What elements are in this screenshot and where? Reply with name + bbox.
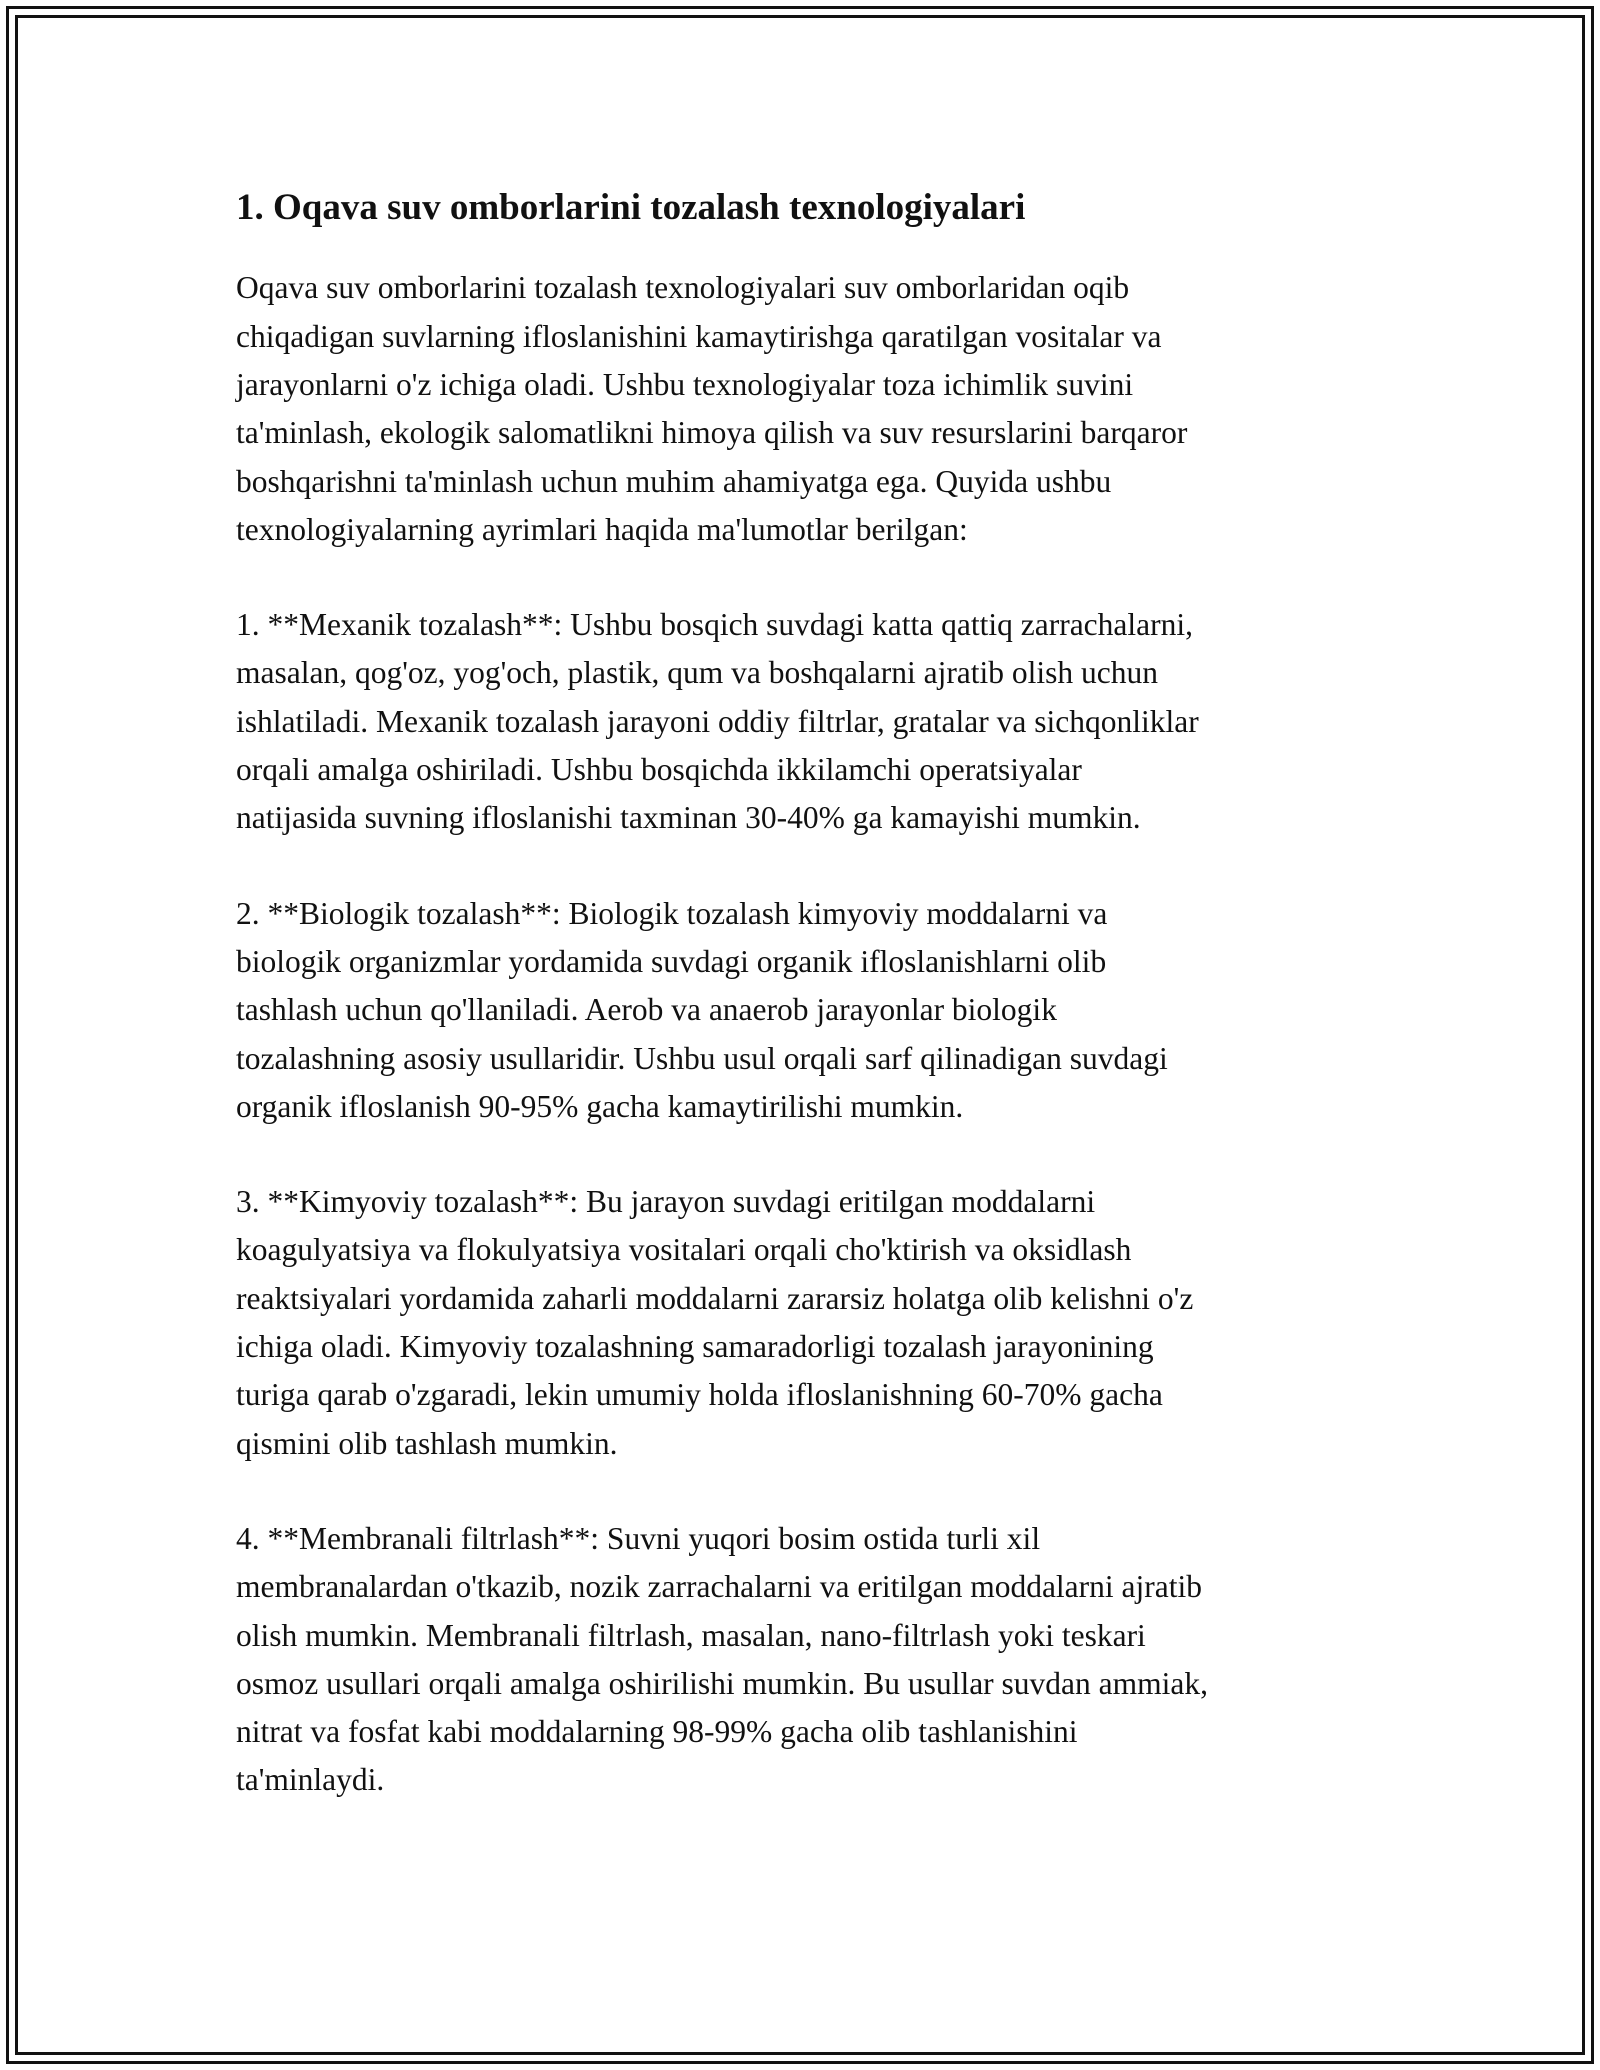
page-title: 1. Oqava suv omborlarini tozalash texnologiyalari bbox=[236, 187, 1026, 228]
mechanical-cleaning-paragraph: 1. **Mexanik tozalash**: Ushbu bosqich suvdagi katta qattiq zarrachalarni, masalan, qog'oz, yog'och, plastik, qum va boshqalarni ajratib olish uchun ishlatiladi. Mexanik tozalash jarayoni oddiy filtrlar, gratalar va sichqonliklar orqali amalga oshiriladi. Ushbu bosqichda ikkilamchi operatsiyalar natijasida suvning ifloslanishi taxminan 30-40% ga kamayishi mumkin. bbox=[236, 607, 1199, 836]
chemical-cleaning-paragraph: 3. **Kimyoviy tozalash**: Bu jarayon suvdagi eritilgan moddalarni koagulyatsiya va flokulyatsiya vositalari orqali cho'ktirish va oksidlash reaktsiyalari yordamida zaharli moddalarni zararsiz holatga olib kelishni o'z ichiga oladi. Kimyoviy tozalashning samaradorligi tozalash jarayonining turiga qarab o'zgaradi, lekin umumiy holda ifloslanishning 60-70% gacha qismini olib tashlash mumkin. bbox=[236, 1184, 1194, 1461]
biological-cleaning-paragraph: 2. **Biologik tozalash**: Biologik tozalash kimyoviy moddalarni va biologik organizmlar yordamida suvdagi organik ifloslanishlarni olib tashlash uchun qo'llaniladi. Aerob va anaerob jarayonlar biologik tozalashning asosiy usullaridir. Ushbu usul orqali sarf qilinadigan suvdagi organik ifloslanish 90-95% gacha kamaytirilishi mumkin. bbox=[236, 895, 1168, 1124]
document-body bbox=[236, 186, 1376, 1852]
intro-paragraph: Oqava suv omborlarini tozalash texnologiyalari suv omborlaridan oqib chiqadigan suvlarning ifloslanishini kamaytirishga qaratilgan vositalar va jarayonlarni o'z ichiga oladi. Ushbu texnologiyalar toza ichimlik suvini ta'minlash, ekologik salomatlikni himoya qilish va suv resurslarini barqaror boshqarishni ta'minlash uchun muhim ahamiyatga ega. Quyida ushbu texnologiyalarning ayrimlari haqida ma'lumotlar berilgan: bbox=[236, 270, 1188, 547]
membrane-filtration-paragraph: 4. **Membranali filtrlash**: Suvni yuqori bosim ostida turli xil membranalardan o'tkazib, nozik zarrachalarni va eritilgan moddalarni ajratib olish mumkin. Membranali filtrlash, masalan, nano-filtrlash yoki teskari osmoz usullari orqali amalga oshirilishi mumkin. Bu usullar suvdan ammiak, nitrat va fosfat kabi moddalarning 98-99% gacha olib tashlanishini ta'minlaydi. bbox=[236, 1520, 1208, 1798]
